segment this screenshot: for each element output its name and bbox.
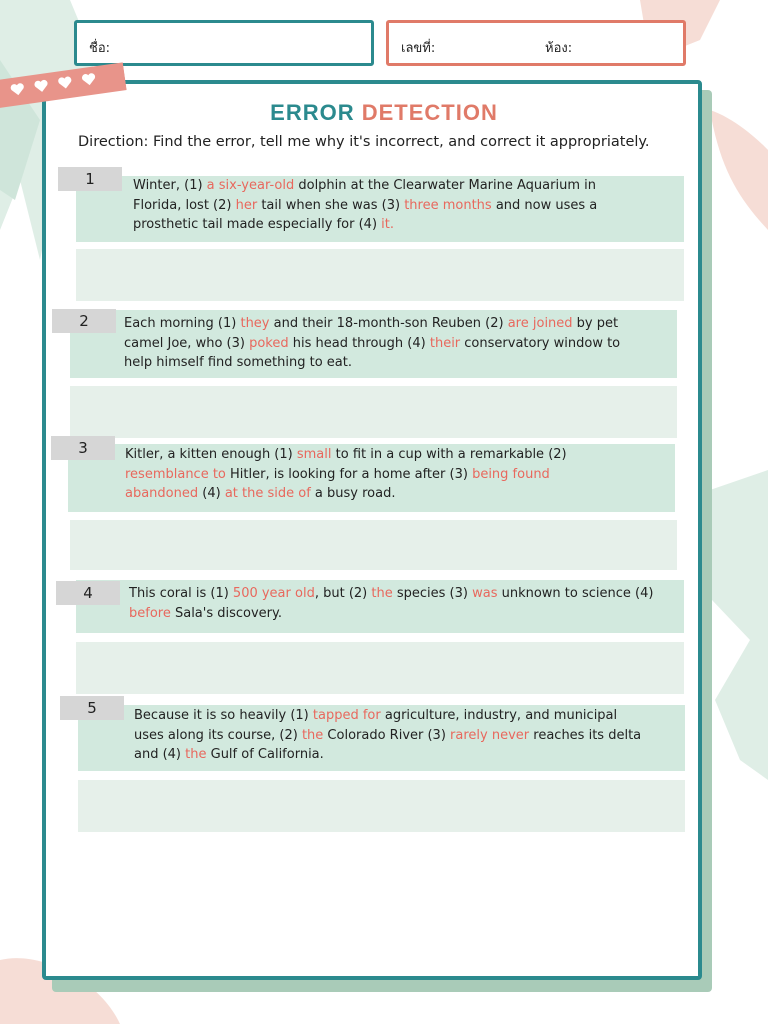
error-highlight[interactable]: being found abandoned [125, 466, 550, 501]
sentence-text: conservatory window to help himself find something to eat. [124, 335, 621, 370]
error-highlight[interactable]: are joined [507, 316, 573, 331]
error-highlight[interactable]: it. [381, 217, 394, 232]
error-highlight[interactable]: 500 year old [232, 586, 315, 601]
sentence-text: Gulf of California. [206, 747, 324, 762]
question-1-box [76, 176, 684, 242]
error-highlight[interactable]: poked [249, 335, 289, 351]
number-room-box[interactable] [386, 20, 686, 66]
sentence-text: his head through (4) [288, 335, 430, 351]
question-3-box [68, 444, 675, 512]
question-2-number: 2 [52, 309, 116, 333]
error-highlight[interactable]: before [129, 605, 171, 621]
title-detection: DETECTION [361, 100, 498, 125]
question-5-number: 5 [60, 696, 124, 720]
sentence-text: a busy road. [310, 486, 396, 501]
error-highlight[interactable]: a six-year-old [206, 178, 295, 193]
title-error: ERROR [270, 100, 355, 125]
sentence-text: , but (2) [314, 586, 372, 601]
error-highlight[interactable]: was [472, 586, 498, 601]
question-3-number: 3 [51, 436, 115, 460]
sentence-text: Sala's discovery. [170, 605, 282, 621]
question-2-text [124, 314, 647, 373]
question-1-text [133, 176, 644, 235]
number-label: เลขที่: [401, 41, 436, 56]
sentence-text: species (3) [392, 586, 473, 601]
answer-4-box[interactable] [76, 642, 684, 694]
error-highlight[interactable]: their [429, 335, 461, 351]
sentence-text: Each morning (1) [124, 316, 241, 331]
page-title [0, 100, 768, 126]
sentence-text: reaches its delta and (4) [134, 727, 642, 762]
error-highlight[interactable]: rarely never [450, 727, 530, 743]
room-label: ห้อง: [545, 41, 573, 56]
sentence-text: and their 18-month-son Reuben (2) [269, 316, 508, 331]
error-highlight[interactable]: the [185, 747, 207, 762]
error-highlight[interactable]: resemblance to [125, 466, 226, 482]
error-highlight[interactable]: the [301, 727, 324, 743]
sentence-text: unknown to science (4) [497, 586, 654, 601]
question-5-text [134, 706, 645, 765]
question-1-number: 1 [58, 167, 122, 191]
answer-5-box[interactable] [78, 780, 685, 832]
sentence-text: Winter, (1) [133, 178, 207, 193]
error-highlight[interactable]: her [235, 197, 258, 213]
error-highlight[interactable]: at the side of [224, 486, 311, 501]
sentence-text: This coral is (1) [129, 586, 233, 601]
question-5-box [78, 705, 685, 771]
sentence-text: (4) [198, 486, 225, 501]
answer-1-box[interactable] [76, 249, 684, 301]
error-highlight[interactable]: small [296, 447, 332, 462]
sentence-text: tail when she was (3) [257, 197, 405, 213]
direction-text: Direction: Find the error, tell me why it's incorrect, and correct it appropriately. [78, 134, 650, 150]
question-4-text [129, 584, 676, 623]
sentence-text: Kitler, a kitten enough (1) [125, 447, 297, 462]
sentence-text: to fit in a cup with a remarkable (2) [331, 447, 567, 462]
sentence-text: Colorado River (3) [323, 727, 451, 743]
answer-2-box[interactable] [70, 386, 677, 438]
answer-3-box[interactable] [70, 520, 677, 570]
question-2-box [70, 310, 677, 378]
name-label: ชื่อ: [89, 41, 111, 56]
sentence-text: dolphin at the Clearwater Marine Aquarium in Florida, lost (2) [133, 178, 596, 213]
question-4-box [76, 580, 684, 633]
question-4-number: 4 [56, 581, 120, 605]
sentence-text: agriculture, industry, and municipal uses along its course, (2) [134, 708, 618, 743]
sentence-text: Hitler, is looking for a home after (3) [225, 466, 473, 482]
question-3-text [125, 445, 585, 504]
error-highlight[interactable]: they [240, 316, 270, 331]
sentence-text: by pet camel Joe, who (3) [124, 316, 619, 351]
sentence-text: Because it is so heavily (1) [134, 708, 313, 723]
error-highlight[interactable]: the [371, 586, 393, 601]
error-highlight[interactable]: tapped for [312, 708, 381, 723]
sentence-text: and now uses a prosthetic tail made especially for (4) [133, 197, 598, 232]
error-highlight[interactable]: three months [404, 197, 492, 213]
